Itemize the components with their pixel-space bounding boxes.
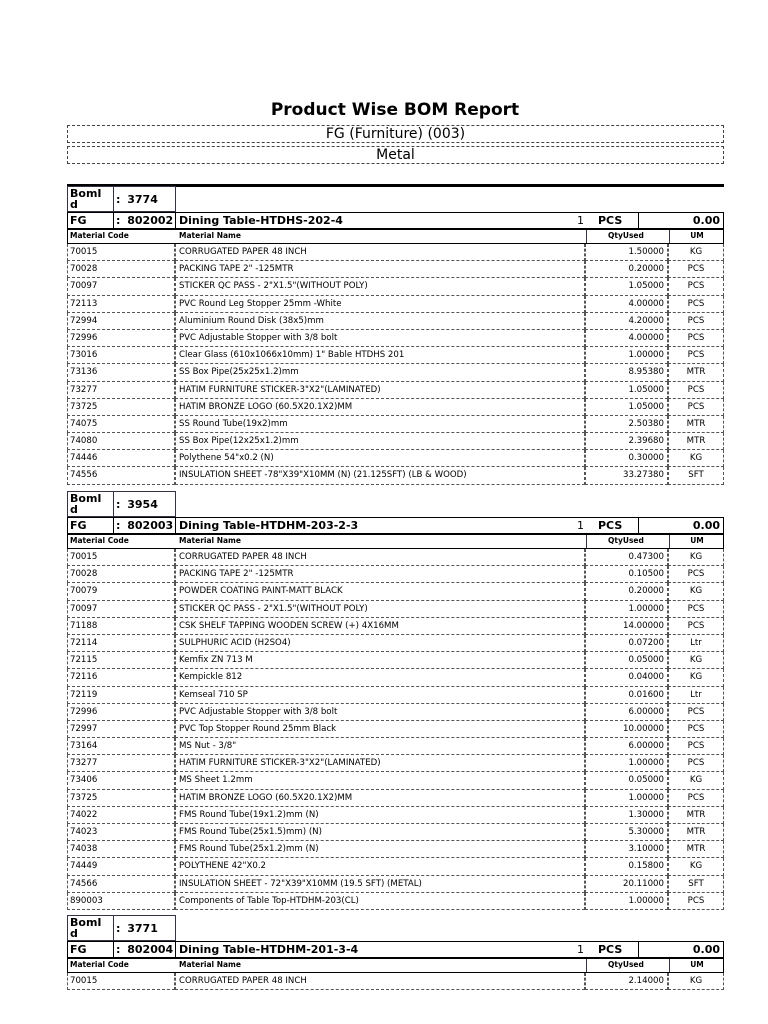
fg-code: 802004 (127, 943, 174, 956)
material-code: 72114 (67, 635, 175, 652)
bom-id-colon: : (116, 498, 121, 511)
bom-id-row (67, 186, 724, 212)
bom-id-border (175, 186, 176, 212)
bom-id-value-cell (113, 915, 175, 941)
material-name: SS Box Pipe(25x25x1.2)mm (175, 364, 585, 381)
report-title: Product Wise BOM Report (270, 100, 520, 120)
material-code: 72996 (67, 704, 175, 721)
material-rows (67, 973, 724, 990)
material-name: FMS Round Tube(25x1.2)mm (N) (175, 841, 585, 858)
unit-of-measure: PCS (668, 399, 724, 416)
qty-used: 10.00000 (585, 721, 668, 738)
material-name: Clear Glass (610x1066x10mm) 1" Bable HTDHS 201 (175, 347, 585, 364)
unit-of-measure: MTR (668, 364, 724, 381)
material-name: Kemfix ZN 713 M (175, 652, 585, 669)
material-rows (67, 549, 724, 910)
fg-value: 0.00 (638, 212, 724, 229)
qty-used: 1.00000 (585, 755, 668, 772)
fg-um: PCS (598, 214, 623, 227)
table-row (67, 330, 724, 347)
qty-used: 1.30000 (585, 807, 668, 824)
bom-section (67, 186, 724, 485)
qty-used-header: QtyUsed (608, 231, 644, 240)
material-name: Kemseal 710 SP (175, 687, 585, 704)
table-row (67, 433, 724, 450)
material-name: CSK SHELF TAPPING WOODEN SCREW (+) 4X16MM (175, 618, 585, 635)
table-row (67, 635, 724, 652)
table-row (67, 278, 724, 295)
qty-used: 1.00000 (585, 790, 668, 807)
material-code: 72116 (67, 669, 175, 686)
material-type-box: Metal (67, 146, 724, 164)
fg-colon: : (116, 214, 121, 227)
material-code: 70015 (67, 973, 175, 990)
material-code: 72113 (67, 296, 175, 313)
fg-qty: 1 (577, 943, 584, 956)
material-code: 73016 (67, 347, 175, 364)
qty-used: 6.00000 (585, 738, 668, 755)
fg-code: 802003 (127, 519, 174, 532)
material-code: 72997 (67, 721, 175, 738)
unit-of-measure: MTR (668, 841, 724, 858)
material-code-header: Material Code (70, 231, 129, 240)
qty-used: 0.47300 (585, 549, 668, 566)
qty-used: 1.00000 (585, 347, 668, 364)
material-code: 74023 (67, 824, 175, 841)
unit-of-measure: PCS (668, 330, 724, 347)
material-name: CORRUGATED PAPER 48 INCH (175, 244, 585, 261)
qty-used: 0.01600 (585, 687, 668, 704)
table-row (67, 893, 724, 910)
header-divider (586, 535, 587, 548)
material-code: 73277 (67, 382, 175, 399)
qty-used-header: QtyUsed (608, 960, 644, 969)
table-row (67, 364, 724, 381)
table-row (67, 824, 724, 841)
material-name: Kempickle 812 (175, 669, 585, 686)
table-row (67, 858, 724, 875)
unit-of-measure: PCS (668, 755, 724, 772)
table-row (67, 583, 724, 600)
qty-used: 0.15800 (585, 858, 668, 875)
table-row (67, 549, 724, 566)
material-code: 74446 (67, 450, 175, 467)
fg-value: 0.00 (638, 517, 724, 534)
unit-of-measure: MTR (668, 807, 724, 824)
qty-used: 0.10500 (585, 566, 668, 583)
qty-used: 1.05000 (585, 382, 668, 399)
qty-used: 8.95380 (585, 364, 668, 381)
fg-row (67, 212, 724, 229)
qty-used: 1.50000 (585, 244, 668, 261)
unit-of-measure: SFT (668, 876, 724, 893)
qty-used: 2.39680 (585, 433, 668, 450)
table-row (67, 261, 724, 278)
material-name: FMS Round Tube(19x1.2)mm (N) (175, 807, 585, 824)
table-header (67, 958, 724, 973)
unit-of-measure: PCS (668, 278, 724, 295)
header-divider (586, 230, 587, 243)
fg-code-cell (113, 941, 175, 958)
unit-of-measure: PCS (668, 601, 724, 618)
um-header: UM (690, 960, 704, 969)
unit-of-measure: KG (668, 583, 724, 600)
material-code: 73277 (67, 755, 175, 772)
qty-used: 1.00000 (585, 601, 668, 618)
unit-of-measure: KG (668, 669, 724, 686)
material-name: STICKER QC PASS - 2"X1.5"(WITHOUT POLY) (175, 278, 585, 295)
material-name: PVC Top Stopper Round 25mm Black (175, 721, 585, 738)
material-name: STICKER QC PASS - 2"X1.5"(WITHOUT POLY) (175, 601, 585, 618)
table-row (67, 566, 724, 583)
unit-of-measure: KG (668, 244, 724, 261)
material-code: 73136 (67, 364, 175, 381)
material-code: 72115 (67, 652, 175, 669)
table-row (67, 382, 724, 399)
qty-used: 0.04000 (585, 669, 668, 686)
material-rows (67, 244, 724, 485)
material-code: 74080 (67, 433, 175, 450)
qty-used: 4.00000 (585, 296, 668, 313)
fg-row (67, 517, 724, 534)
material-code: 70028 (67, 261, 175, 278)
material-code: 74038 (67, 841, 175, 858)
unit-of-measure: MTR (668, 824, 724, 841)
qty-used-header: QtyUsed (608, 536, 644, 545)
material-name: PVC Adjustable Stopper with 3/8 bolt (175, 704, 585, 721)
fg-code: 802002 (127, 214, 174, 227)
material-name: SS Round Tube(19x2)mm (175, 416, 585, 433)
unit-of-measure: KG (668, 858, 724, 875)
bom-id-value-cell (113, 491, 175, 517)
unit-of-measure: KG (668, 652, 724, 669)
material-code: 74075 (67, 416, 175, 433)
material-name: MS Nut - 3/8" (175, 738, 585, 755)
material-code: 72996 (67, 330, 175, 347)
material-code: 70015 (67, 244, 175, 261)
bom-id-label: BomI d (67, 491, 115, 517)
table-header (67, 229, 724, 244)
unit-of-measure: KG (668, 772, 724, 789)
material-code: 74022 (67, 807, 175, 824)
header-divider (586, 959, 587, 972)
qty-used: 0.20000 (585, 583, 668, 600)
unit-of-measure: PCS (668, 790, 724, 807)
bom-id-label: BomI d (67, 186, 115, 212)
unit-of-measure: Ltr (668, 687, 724, 704)
material-name: CORRUGATED PAPER 48 INCH (175, 549, 585, 566)
bom-id-label: BomI d (67, 915, 115, 941)
um-header: UM (690, 536, 704, 545)
unit-of-measure: PCS (668, 313, 724, 330)
bom-id-row (67, 491, 724, 517)
unit-of-measure: SFT (668, 467, 724, 484)
material-name: INSULATION SHEET -78"X39"X10MM (N) (21.125SFT) (LB & WOOD) (175, 467, 585, 484)
fg-name: Dining Table-HTDHM-201-3-4 (175, 941, 585, 958)
fg-colon: : (116, 519, 121, 532)
qty-used: 0.05000 (585, 652, 668, 669)
bom-id-border (175, 491, 176, 517)
table-row (67, 973, 724, 990)
qty-used: 2.50380 (585, 416, 668, 433)
qty-used: 2.14000 (585, 973, 668, 990)
table-row (67, 244, 724, 261)
fg-qty: 1 (577, 519, 584, 532)
fg-code-cell (113, 517, 175, 534)
fg-um: PCS (598, 943, 623, 956)
unit-of-measure: PCS (668, 566, 724, 583)
material-name: HATIM FURNITURE STICKER-3"X2"(LAMINATED) (175, 382, 585, 399)
material-code: 74449 (67, 858, 175, 875)
material-name: CORRUGATED PAPER 48 INCH (175, 973, 585, 990)
material-name: INSULATION SHEET - 72"X39"X10MM (19.5 SFT) (METAL) (175, 876, 585, 893)
fg-um: PCS (598, 519, 623, 532)
table-row (67, 738, 724, 755)
table-row (67, 416, 724, 433)
qty-used: 1.05000 (585, 399, 668, 416)
material-name: HATIM BRONZE LOGO (60.5X20.1X2)MM (175, 399, 585, 416)
fg-name: Dining Table-HTDHS-202-4 (175, 212, 585, 229)
bom-id-border (175, 915, 176, 941)
qty-used: 0.30000 (585, 450, 668, 467)
qty-used: 6.00000 (585, 704, 668, 721)
unit-of-measure: KG (668, 549, 724, 566)
material-name: PVC Round Leg Stopper 25mm -White (175, 296, 585, 313)
table-row (67, 841, 724, 858)
table-row (67, 755, 724, 772)
qty-used: 0.07200 (585, 635, 668, 652)
bom-id-value: 3771 (127, 922, 158, 935)
material-code: 74566 (67, 876, 175, 893)
table-header (67, 534, 724, 549)
table-row (67, 601, 724, 618)
material-name: PVC Adjustable Stopper with 3/8 bolt (175, 330, 585, 347)
material-code-header: Material Code (70, 536, 129, 545)
material-code: 70028 (67, 566, 175, 583)
qty-used: 3.10000 (585, 841, 668, 858)
material-code-header: Material Code (70, 960, 129, 969)
table-row (67, 876, 724, 893)
table-row (67, 790, 724, 807)
material-name: Aluminium Round Disk (38x5)mm (175, 313, 585, 330)
material-code: 71188 (67, 618, 175, 635)
material-name: HATIM FURNITURE STICKER-3"X2"(LAMINATED) (175, 755, 585, 772)
table-row (67, 296, 724, 313)
unit-of-measure: KG (668, 973, 724, 990)
fg-label: FG (67, 212, 115, 229)
material-name: PACKING TAPE 2" -125MTR (175, 566, 585, 583)
unit-of-measure: MTR (668, 433, 724, 450)
material-name-header: Material Name (179, 960, 241, 969)
material-code: 73164 (67, 738, 175, 755)
fg-qty: 1 (577, 214, 584, 227)
table-row (67, 669, 724, 686)
table-row (67, 313, 724, 330)
material-code: 70079 (67, 583, 175, 600)
qty-used: 4.00000 (585, 330, 668, 347)
material-name: MS Sheet 1.2mm (175, 772, 585, 789)
unit-of-measure: PCS (668, 382, 724, 399)
table-row (67, 347, 724, 364)
bom-section (67, 491, 724, 910)
material-code: 72994 (67, 313, 175, 330)
material-code: 73725 (67, 790, 175, 807)
material-code: 70097 (67, 601, 175, 618)
fg-label: FG (67, 941, 115, 958)
bom-id-row (67, 915, 724, 941)
table-row (67, 399, 724, 416)
bom-id-value: 3954 (127, 498, 158, 511)
unit-of-measure: KG (668, 450, 724, 467)
qty-used: 0.05000 (585, 772, 668, 789)
material-code: 890003 (67, 893, 175, 910)
material-name: POWDER COATING PAINT-MATT BLACK (175, 583, 585, 600)
table-row (67, 704, 724, 721)
fg-row (67, 941, 724, 958)
table-row (67, 467, 724, 484)
bom-id-colon: : (116, 193, 121, 206)
unit-of-measure: MTR (668, 416, 724, 433)
qty-used: 1.00000 (585, 893, 668, 910)
table-row (67, 807, 724, 824)
material-name-header: Material Name (179, 231, 241, 240)
material-name: HATIM BRONZE LOGO (60.5X20.1X2)MM (175, 790, 585, 807)
unit-of-measure: PCS (668, 296, 724, 313)
material-name-header: Material Name (179, 536, 241, 545)
table-row (67, 772, 724, 789)
material-code: 72119 (67, 687, 175, 704)
fg-label: FG (67, 517, 115, 534)
qty-used: 5.30000 (585, 824, 668, 841)
qty-used: 0.20000 (585, 261, 668, 278)
unit-of-measure: PCS (668, 347, 724, 364)
category-box: FG (Furniture) (003) (67, 125, 724, 143)
table-row (67, 618, 724, 635)
material-code: 74556 (67, 467, 175, 484)
qty-used: 14.00000 (585, 618, 668, 635)
unit-of-measure: Ltr (668, 635, 724, 652)
unit-of-measure: PCS (668, 721, 724, 738)
bom-id-value: 3774 (127, 193, 158, 206)
material-name: SULPHURIC ACID (H2SO4) (175, 635, 585, 652)
material-code: 70097 (67, 278, 175, 295)
bom-section (67, 915, 724, 990)
material-code: 73725 (67, 399, 175, 416)
table-row (67, 721, 724, 738)
qty-used: 4.20000 (585, 313, 668, 330)
qty-used: 20.11000 (585, 876, 668, 893)
material-name: SS Box Pipe(12x25x1.2)mm (175, 433, 585, 450)
um-header: UM (690, 231, 704, 240)
unit-of-measure: PCS (668, 738, 724, 755)
qty-used: 1.05000 (585, 278, 668, 295)
material-code: 73406 (67, 772, 175, 789)
fg-value: 0.00 (638, 941, 724, 958)
table-row (67, 450, 724, 467)
unit-of-measure: PCS (668, 261, 724, 278)
material-code: 70015 (67, 549, 175, 566)
bom-id-value-cell (113, 186, 175, 212)
table-row (67, 652, 724, 669)
material-name: POLYTHENE 42"X0.2 (175, 858, 585, 875)
fg-code-cell (113, 212, 175, 229)
material-name: Components of Table Top-HTDHM-203(CL) (175, 893, 585, 910)
table-row (67, 687, 724, 704)
unit-of-measure: PCS (668, 618, 724, 635)
bom-id-colon: : (116, 922, 121, 935)
fg-name: Dining Table-HTDHM-203-2-3 (175, 517, 585, 534)
unit-of-measure: PCS (668, 893, 724, 910)
qty-used: 33.27380 (585, 467, 668, 484)
material-name: PACKING TAPE 2" -125MTR (175, 261, 585, 278)
material-name: FMS Round Tube(25x1.5)mm) (N) (175, 824, 585, 841)
material-name: Polythene 54"x0.2 (N) (175, 450, 585, 467)
fg-colon: : (116, 943, 121, 956)
unit-of-measure: PCS (668, 704, 724, 721)
